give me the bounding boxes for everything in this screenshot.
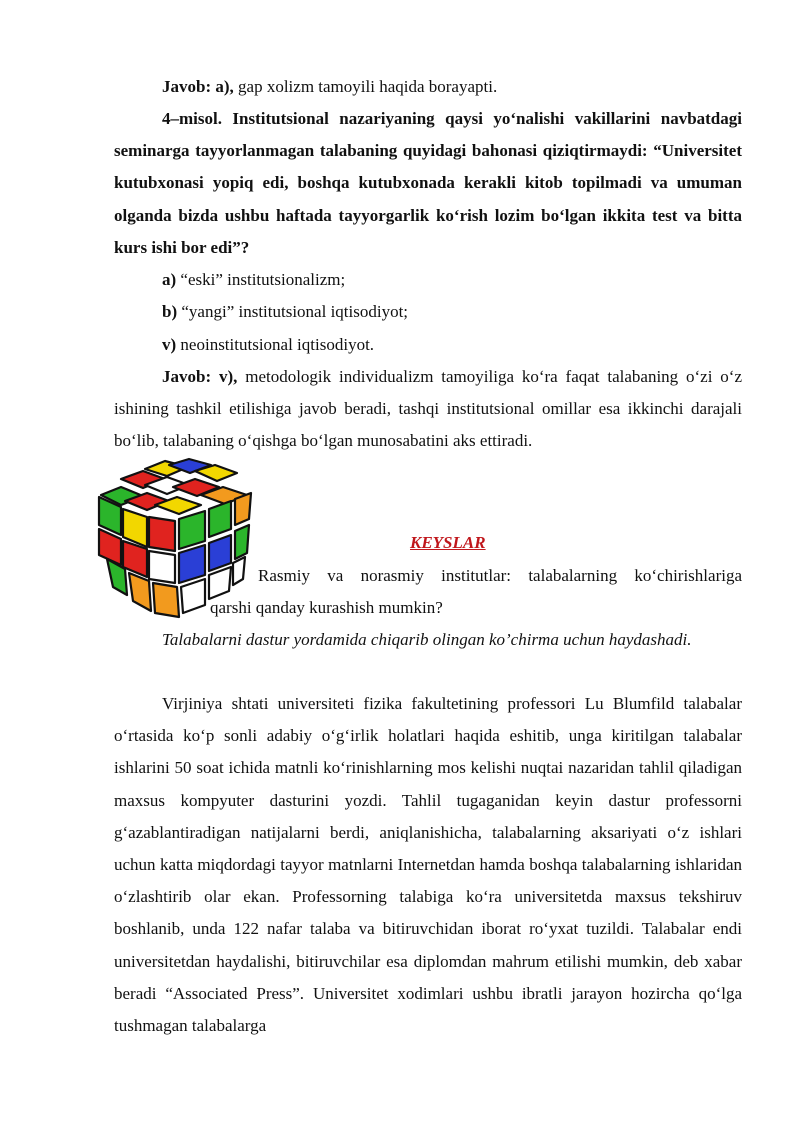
option-a-label: a) [162,270,177,289]
answer-1-label: Javob: a), [162,77,234,96]
cases-subtitle: Talabalarni dastur yordamida chiqarib olingan ko’chirma uchun haydashadi. [162,630,692,649]
answer-2 [114,361,742,458]
cases-body: Virjiniya shtati universiteti fizika fakultetining professori Lu Blumfild talabalar o‘rtasida ko‘p sonli adabiy o‘g‘irlik holatlari haqida eshitib, unga kiritilgan talabalar ishlarini 50 soat ichida matnli ko‘rinishlarning mos kelishi nuqtai nazaridan tahlil qiladigan maxsus kompyuter dasturini yozdi. Tahlil tugaganidan keyin dastur professorni g‘azablantiradigan natijalarni berdi, aniqlanishicha, talabalarning aksariyati o‘z ishlari uchun katta miqdordagi tayyor matnlarni Internetdan hamda boshqa talabalarning ishlaridan o‘zlashtirib olar ekan. Professorning talabiga ko‘ra universitetda maxsus tekshiruv boshlanib, unda 122 nafar talaba va bitiruvchidan iborat ro‘yxat tuzildi. Talabalar endi universitetdan haydalishi, bitiruvchilar esa diplomdan mahrum etilishi mumkin, deb xabar beradi “Associated Press”. Universitet xodimlari ushbu ibratli jarayon hozircha qo‘lga tushmagan talabalarga [114,694,742,1036]
option-b [162,296,408,328]
cases-heading-line-2: qarshi qanday kurashish mumkin? [210,598,443,617]
answer-2-text: metodologik individualizm tamoyiliga ko‘ra faqat talabaning o‘zi o‘z ishining tashkil etilishiga javob beradi, tashqi institutsional omillar esa ikkinchi darajali bo‘lib, talabaning o‘qishga bo‘lgan munosabatini aks ettiradi. [114,367,742,451]
option-v-text: neoinstitutsional iqtisodiyot. [176,335,375,354]
option-a [162,264,345,296]
option-b-label: b) [162,302,178,321]
cases-title: KEYSLAR [410,533,486,552]
answer-1 [114,71,742,103]
question-4: 4–misol. Institutsional nazariyaning qaysi yo‘nalishi vakillarini navbatdagi seminarga tayyorlanmagan talabaning quyidagi bahonasi qiziqtirmaydi: “Universitet kutubxonasi yopiq edi, boshqa kutubxonada kerakli kitob topilmadi va umuman olganda bizda ushbu haftada tayyorgarlik ko‘rish lozim bo‘lgan ikkita test va bitta kurs ishi bor edi”? [114,109,742,257]
cases-heading-line-1: Rasmiy va norasmiy institutlar: talabalarning ko‘chirishlariga [258,566,742,585]
answer-2-label: Javob: v), [162,367,238,386]
option-v [162,329,374,361]
option-v-label: v) [162,335,177,354]
option-a-text: “eski” institutsionalizm; [176,270,346,289]
option-b-text: “yangi” institutsional iqtisodiyot; [177,302,409,321]
answer-1-text: gap xolizm tamoyili haqida borayapti. [233,77,498,96]
